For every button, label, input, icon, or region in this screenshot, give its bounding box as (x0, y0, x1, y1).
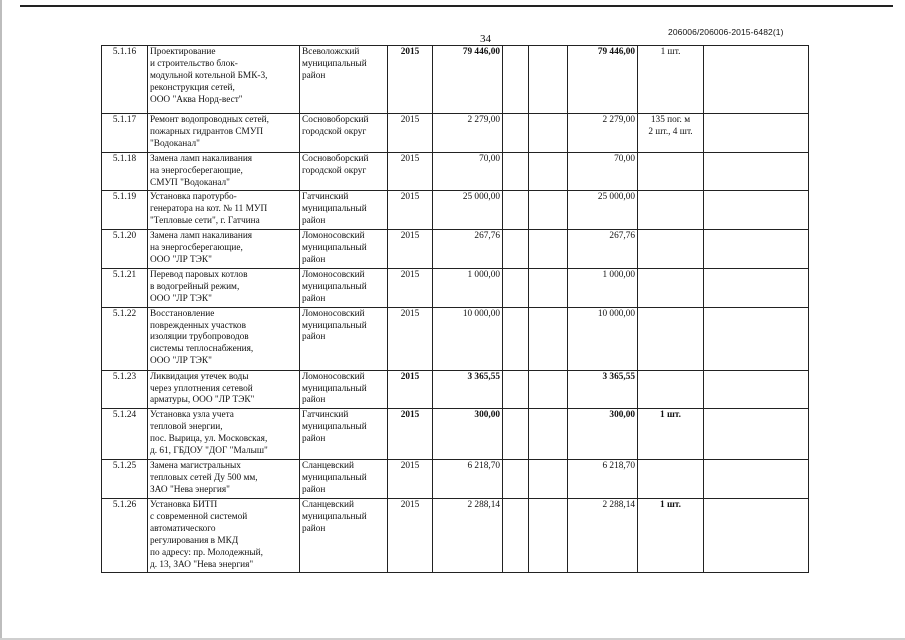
cell-empty-a (503, 191, 529, 230)
cell-empty-b (529, 370, 568, 409)
top-rule (20, 5, 893, 7)
cell-description: Проектирование и строительство блок- модульной котельной БМК-3, реконструкция сетей, ООО "Аква Норд-вест" (148, 46, 300, 114)
cell-total: 70,00 (568, 152, 638, 191)
cell-quantity (638, 370, 704, 409)
cell-amount: 3 365,55 (433, 370, 503, 409)
cell-quantity (638, 307, 704, 370)
cell-total: 10 000,00 (568, 307, 638, 370)
table-row (102, 46, 809, 114)
cell-description: Замена магистральных тепловых сетей Ду 500 мм, ЗАО "Нева энергия" (148, 460, 300, 499)
cell-description: Ремонт водопроводных сетей, пожарных гидрантов СМУП "Водоканал" (148, 114, 300, 153)
cell-amount: 6 218,70 (433, 460, 503, 499)
cell-empty-c (704, 409, 809, 460)
program-table (101, 45, 809, 573)
cell-description: Ликвидация утечек воды через уплотнения сетевой арматуры, ООО "ЛР ТЭК" (148, 370, 300, 409)
cell-year: 2015 (388, 114, 433, 153)
table-row (102, 230, 809, 269)
cell-description: Установка паротурбо- генератора на кот. № 11 МУП "Тепловые сети", г. Гатчина (148, 191, 300, 230)
table-row (102, 370, 809, 409)
cell-quantity: 1 шт. (638, 409, 704, 460)
cell-item-number: 5.1.25 (102, 460, 148, 499)
cell-empty-a (503, 460, 529, 499)
scan-edge-left (0, 0, 2, 640)
cell-total: 2 279,00 (568, 114, 638, 153)
cell-year: 2015 (388, 499, 433, 573)
cell-description: Установка узла учета тепловой энергии, пос. Вырица, ул. Московская, д. 61, ГБДОУ "ДОГ "Малыш" (148, 409, 300, 460)
cell-year: 2015 (388, 230, 433, 269)
cell-amount: 70,00 (433, 152, 503, 191)
cell-amount: 267,76 (433, 230, 503, 269)
cell-district: Сосновоборский городской округ (300, 152, 388, 191)
cell-district: Ломоносовский муниципальный район (300, 268, 388, 307)
cell-amount: 2 279,00 (433, 114, 503, 153)
cell-empty-c (704, 460, 809, 499)
cell-year: 2015 (388, 152, 433, 191)
cell-item-number: 5.1.17 (102, 114, 148, 153)
cell-amount: 79 446,00 (433, 46, 503, 114)
cell-district: Ломоносовский муниципальный район (300, 370, 388, 409)
cell-quantity (638, 460, 704, 499)
cell-empty-b (529, 114, 568, 153)
cell-empty-b (529, 268, 568, 307)
cell-quantity (638, 152, 704, 191)
cell-empty-a (503, 114, 529, 153)
cell-empty-b (529, 152, 568, 191)
cell-year: 2015 (388, 191, 433, 230)
cell-empty-b (529, 460, 568, 499)
cell-item-number: 5.1.16 (102, 46, 148, 114)
cell-district: Всеволожский муниципальный район (300, 46, 388, 114)
cell-empty-c (704, 230, 809, 269)
cell-quantity: 1 шт. (638, 46, 704, 114)
cell-empty-b (529, 230, 568, 269)
cell-quantity (638, 230, 704, 269)
cell-total: 267,76 (568, 230, 638, 269)
cell-empty-b (529, 409, 568, 460)
cell-total: 79 446,00 (568, 46, 638, 114)
cell-year: 2015 (388, 46, 433, 114)
cell-description: Установка БИТП с современной системой автоматического регулирования в МКД по адресу: пр. Молодежный, д. 13, ЗАО "Нева энергия" (148, 499, 300, 573)
table-body (102, 46, 809, 573)
cell-quantity (638, 191, 704, 230)
cell-amount: 2 288,14 (433, 499, 503, 573)
cell-empty-c (704, 46, 809, 114)
cell-district: Сланцевский муниципальный район (300, 460, 388, 499)
cell-empty-c (704, 268, 809, 307)
cell-total: 2 288,14 (568, 499, 638, 573)
cell-empty-a (503, 409, 529, 460)
cell-item-number: 5.1.24 (102, 409, 148, 460)
cell-quantity: 135 пог. м 2 шт., 4 шт. (638, 114, 704, 153)
cell-total: 300,00 (568, 409, 638, 460)
table-row (102, 152, 809, 191)
cell-empty-c (704, 152, 809, 191)
cell-total: 3 365,55 (568, 370, 638, 409)
cell-quantity (638, 268, 704, 307)
cell-district: Гатчинский муниципальный район (300, 191, 388, 230)
cell-item-number: 5.1.18 (102, 152, 148, 191)
cell-empty-b (529, 307, 568, 370)
cell-description: Перевод паровых котлов в водогрейный режим, ООО "ЛР ТЭК" (148, 268, 300, 307)
cell-empty-c (704, 307, 809, 370)
table-row (102, 307, 809, 370)
cell-empty-c (704, 370, 809, 409)
cell-item-number: 5.1.22 (102, 307, 148, 370)
cell-empty-a (503, 499, 529, 573)
cell-empty-c (704, 499, 809, 573)
cell-year: 2015 (388, 307, 433, 370)
cell-amount: 300,00 (433, 409, 503, 460)
cell-district: Сосновоборский городской округ (300, 114, 388, 153)
cell-item-number: 5.1.26 (102, 499, 148, 573)
cell-empty-b (529, 191, 568, 230)
cell-amount: 1 000,00 (433, 268, 503, 307)
cell-empty-a (503, 230, 529, 269)
cell-district: Ломоносовский муниципальный район (300, 230, 388, 269)
table-row (102, 460, 809, 499)
table-row (102, 499, 809, 573)
table-row (102, 114, 809, 153)
cell-description: Восстановление поврежденных участков изоляции трубопроводов системы теплоснабжения, ООО "ЛР ТЭК" (148, 307, 300, 370)
cell-empty-a (503, 268, 529, 307)
cell-year: 2015 (388, 409, 433, 460)
cell-empty-a (503, 46, 529, 114)
cell-year: 2015 (388, 460, 433, 499)
cell-item-number: 5.1.19 (102, 191, 148, 230)
cell-item-number: 5.1.23 (102, 370, 148, 409)
cell-total: 1 000,00 (568, 268, 638, 307)
cell-amount: 10 000,00 (433, 307, 503, 370)
cell-item-number: 5.1.21 (102, 268, 148, 307)
cell-total: 25 000,00 (568, 191, 638, 230)
cell-year: 2015 (388, 370, 433, 409)
cell-district: Сланцевский муниципальный район (300, 499, 388, 573)
cell-empty-c (704, 191, 809, 230)
cell-quantity: 1 шт. (638, 499, 704, 573)
cell-empty-b (529, 499, 568, 573)
table-row (102, 268, 809, 307)
cell-empty-a (503, 307, 529, 370)
cell-amount: 25 000,00 (433, 191, 503, 230)
page-number: 34 (480, 33, 491, 45)
cell-item-number: 5.1.20 (102, 230, 148, 269)
table-row (102, 191, 809, 230)
cell-empty-a (503, 152, 529, 191)
table-row (102, 409, 809, 460)
cell-year: 2015 (388, 268, 433, 307)
cell-district: Гатчинский муниципальный район (300, 409, 388, 460)
document-id: 206006/206006-2015-6482(1) (668, 27, 784, 37)
cell-empty-a (503, 370, 529, 409)
cell-description: Замена ламп накаливания на энергосберегающие, ООО "ЛР ТЭК" (148, 230, 300, 269)
cell-total: 6 218,70 (568, 460, 638, 499)
cell-district: Ломоносовский муниципальный район (300, 307, 388, 370)
cell-empty-b (529, 46, 568, 114)
cell-description: Замена ламп накаливания на энергосберегающие, СМУП "Водоканал" (148, 152, 300, 191)
cell-empty-c (704, 114, 809, 153)
